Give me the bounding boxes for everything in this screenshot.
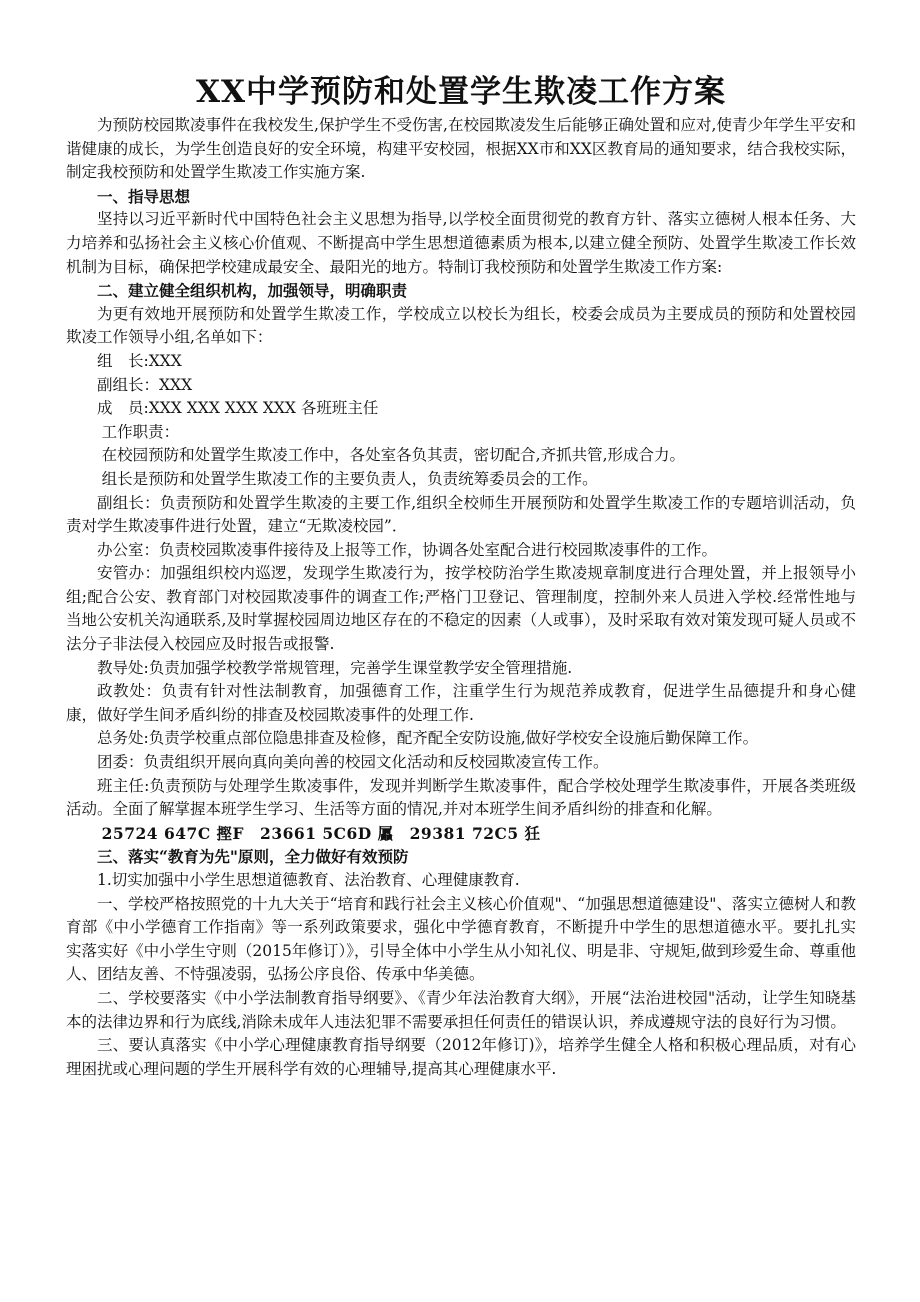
section3-heading: 三、落实“教育为先"原则，全力做好有效预防 <box>97 847 409 867</box>
section2-heading: 二、建立健全组织机构，加强领导，明确职责 <box>97 281 408 301</box>
section3-subheading: 1.切实加强中小学生思想道德教育、法治教育、心理健康教育. <box>97 871 520 889</box>
duty-paragraph: 副组长：负责预防和处置学生欺凌的主要工作,组织全校师生开展预防和处置学生欺凌工作的专题培训活动，负责对学生欺凌事件进行处置，建立“无欺凌校园”． <box>66 493 856 536</box>
members-line: 成 员:XXX XXX XXX XXX 各班班主任 <box>97 399 379 418</box>
section3-paragraph: 三、要认真落实《中小学心理健康教育指导纲要（2012年修订)》，培养学生健全人格和积极心理品质，对有心理困扰或心理问题的学生开展科学有效的心理辅导,提高其心理健康水平. <box>66 1036 856 1078</box>
duty-paragraph: 班主任:负责预防与处理学生欺凌事件，发现并判断学生欺凌事件，配合学校处理学生欺凌事件，开展各类班级活动。全面了解掌握本班学生学习、生活等方面的情况,并对本班学生间矛盾纠纷的排查和化解。 <box>66 776 856 819</box>
leader-line: 组 长:XXX <box>97 351 182 370</box>
duty-paragraph: 组长是预防和处置学生欺凌工作的主要负责人，负责统筹委员会的工作。 <box>101 469 598 488</box>
duty-paragraph: 政教处：负责有针对性法制教育，加强德育工作，注重学生行为规范养成教育，促进学生品德提升和身心健康，做好学生间矛盾纠纷的排查及校园欺凌事件的处理工作. <box>66 682 856 724</box>
duty-paragraph: 在校园预防和处置学生欺凌工作中，各处室各负其责，密切配合,齐抓共管,形成合力。 <box>101 446 685 465</box>
section1-body: 坚持以习近平新时代中国特色社会主义思想为指导,以学校全面贯彻党的教育方针、落实立德树人根本任务、大力培养和弘扬社会主义核心价值观、不断提高中学生思想道德素质为根本,以建立健全预防、处置学生欺凌工作长效机制为目标，确保把学校建成最安全、最阳光的地方。特制订我校预防和处置学生欺凌工作方案: <box>66 210 856 276</box>
document-title: XX中学预防和处置学生欺凌工作方案 <box>195 74 727 110</box>
duty-paragraph: 教导处:负责加强学校教学常规管理，完善学生课堂教学安全管理措施. <box>97 658 573 677</box>
duty-paragraph: 团委：负责组织开展向真向美向善的校园文化活动和反校园欺凌宣传工作。 <box>97 753 609 772</box>
section1-heading: 一、指导思想 <box>97 186 191 206</box>
intro-paragraph: 为预防校园欺凌事件在我校发生,保护学生不受伤害,在校园欺凌发生后能够正确处置和应对,使青少年学生平安和谐健康的成长，为学生创造良好的安全环境，构建平安校园，根据XX市和XX区教育局的通知要求，结合我校实际，制定我校预防和处置学生欺凌工作实施方案. <box>66 116 856 182</box>
duties-label: 工作职责： <box>101 422 180 441</box>
duty-paragraph: 安管办：加强组织校内巡逻，发现学生欺凌行为，按学校防治学生欺凌规章制度进行合理处置，并上报领导小组;配合公安、教育部门对校园欺凌事件的调查工作;严格门卫登记、管理制度，控制外来人员进入学校.经常性地与当地公安机关沟通联系,及时掌握校园周边地区存在的不稳定的因素（人或事），及时采取有效对策发现可疑人员或不法分子非法侵入校园应及时报告或报警. <box>66 564 857 654</box>
duty-paragraph: 办公室：负责校园欺凌事件接待及上报等工作，协调各处室配合进行校园欺凌事件的工作。 <box>97 540 718 559</box>
code-line: 25724 647C 摼F 23661 5C6D 屭 29381 72C5 狅 <box>101 823 541 843</box>
section3-paragraph: 一、学校严格按照党的十九大关于“培育和践行社会主义核心价值观"、“加强思想道德建设"、落实立德树人和教育部《中小学德育工作指南》等一系列政策要求，强化中学德育教育，不断提升中学生的思想道德水平。要扎扎实实落实好《中小学生守则（2015年修订）》，引导全体中小学生从小知礼仪、明是非、守规矩,做到珍爱生命、尊重他人、团结友善、不恃强凌弱，弘扬公序良俗、传承中华美德。 <box>66 894 856 984</box>
section3-paragraph: 二、学校要落实《中小学法制教育指导纲要》、《青少年法治教育大纲》，开展“法治进校园"活动，让学生知晓基本的法律边界和行为底线,消除未成年人违法犯罪不需要承担任何责任的错误认识，养成遵规守法的良好行为习惯。 <box>66 988 856 1031</box>
duty-paragraph: 总务处:负责学校重点部位隐患排查及检修，配齐配全安防设施,做好学校安全设施后勤保障工作。 <box>97 729 759 748</box>
deputy-line: 副组长：XXX <box>97 375 193 394</box>
section2-body: 为更有效地开展预防和处置学生欺凌工作，学校成立以校长为组长，校委会成员为主要成员的预防和处置校园欺凌工作领导小组,名单如下： <box>66 304 856 347</box>
